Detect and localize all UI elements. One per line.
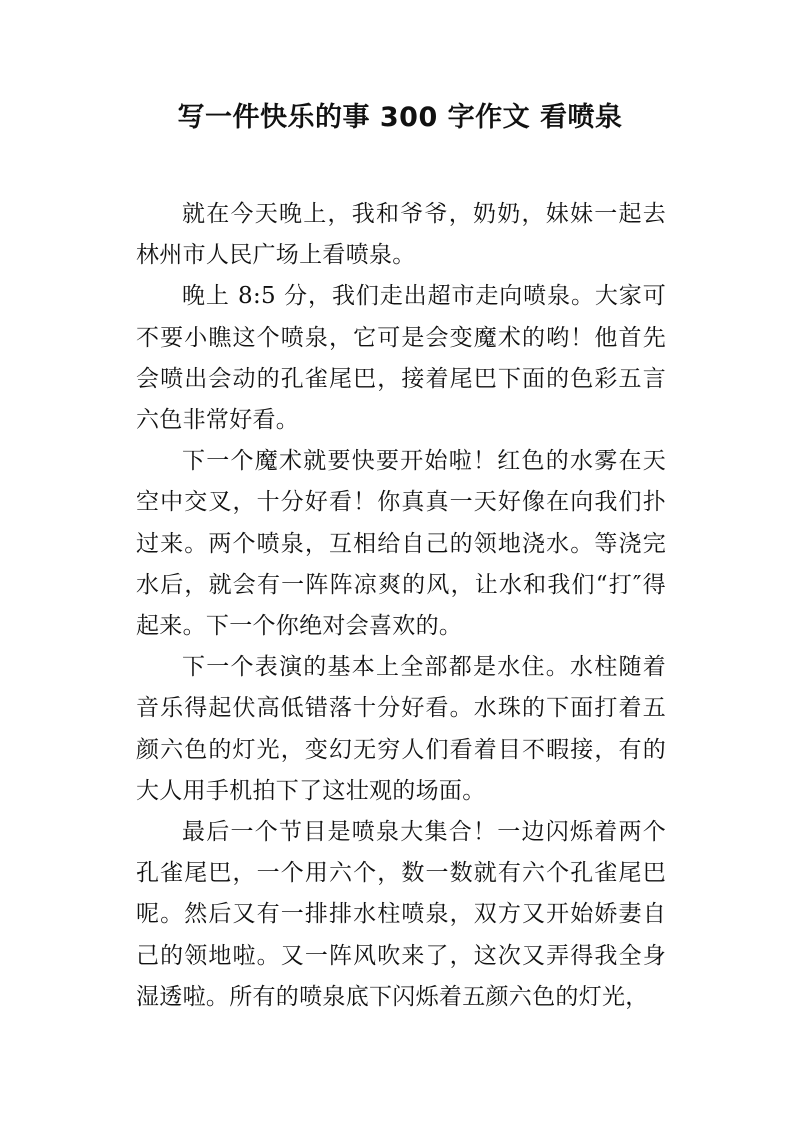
paragraph: 最后一个节目是喷泉大集合！一边闪烁着两个孔雀尾巴，一个用六个，数一数就有六个孔雀尾巴呢。然后又有一排排水柱喷泉，双方又开始娇妻自己的领地啦。又一阵风吹来了，这次又弄得我全身湿透啦。所有的喷泉底下闪烁着五颜六色的灯光， — [136, 819, 666, 1010]
paragraph: 晚上 8:5 分，我们走出超市走向喷泉。大家可不要小瞧这个喷泉，它可是会变魔术的哟！他首先会喷出会动的孔雀尾巴，接着尾巴下面的色彩五言六色非常好看。 — [136, 283, 666, 434]
paragraph: 下一个魔术就要快要开始啦！红色的水雾在天空中交叉，十分好看！你真真一天好像在向我们扑过来。两个喷泉，互相给自己的领地浇水。等浇完水后，就会有一阵阵凉爽的风，让水和我们“打″得起来。下一个你绝对会喜欢的。 — [136, 448, 666, 640]
paragraph: 就在今天晚上，我和爷爷，奶奶，妹妹一起去林州市人民广场上看喷泉。 — [136, 201, 666, 269]
document-body — [136, 194, 666, 1018]
document-title: 写一件快乐的事 300 字作文 看喷泉 — [177, 102, 623, 133]
paragraph: 下一个表演的基本上全部都是水住。水柱随着音乐得起伏高低错落十分好看。水珠的下面打着五颜六色的灯光，变幻无穷人们看着目不暇接，有的大人用手机拍下了这壮观的场面。 — [136, 654, 666, 804]
